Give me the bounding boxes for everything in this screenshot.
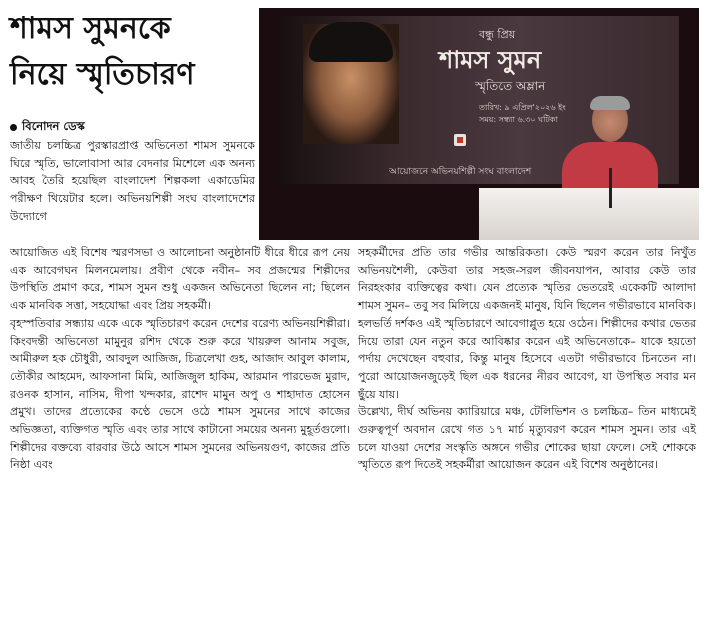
bullet-icon	[10, 124, 17, 131]
article-paragraph: বৃহস্পতিবার সন্ধ্যায় একে একে স্মৃতিচারণ করেন দেশের বরেণ্য অভিনয়শিল্পীরা। কিংবদন্তী অভিনেতা মামুনুর রশিদ থেকে শুরু করে খায়রুল আনাম সবুজ, আমীরুল হক চৌধুরী, আবদুল আজিজ, চিত্রলেখা গুহ, আজাদ আবুল কালাম, তৌকীর আহমেদ, আফসানা মিমি, আজিজুল হাকিম, আরমান পারভেজ মুরাদ, রওনক হাসান, নাসিম, দীপা খন্দকার, রাশেদ মামুন অপু ও শাহাদাত হোসেন প্রমুখ। তাদের প্রত্যেকের কণ্ঠে ভেসে ওঠে শামস সুমনের সাথে কাজের অভিজ্ঞতা, ব্যক্তিগত স্মৃতি এবং তার সাথে কাটানো সময়ের অনন্য মুহূর্তগুলো। শিল্পীদের বক্তব্যে বারবার উঠে আসে শামস সুমনের অভিনয়গুণ, কাজের প্রতি নিষ্ঠা এবং	[10, 316, 350, 472]
headline-line-2: নিয়ে স্মৃতিচারণ	[10, 57, 195, 92]
speaker-hair	[590, 96, 630, 110]
podium	[479, 188, 699, 240]
byline	[10, 118, 85, 137]
banner-name: শামস সুমন	[439, 45, 542, 74]
banner-tagline: বন্ধু প্রিয়	[479, 28, 516, 41]
headline-line-1: শামস সুমনকে	[10, 11, 171, 46]
portrait-hair	[309, 22, 393, 62]
microphone-icon	[609, 168, 612, 208]
article-column-2	[358, 244, 696, 474]
headline	[10, 6, 255, 98]
article-paragraph: আয়োজিত এই বিশেষ স্মরণসভা ও আলোচনা অনুষ্ঠানটি ধীরে ধীরে রূপ নেয় এক আবেগঘন মিলনমেলায়। প্রবীণ থেকে নবীন– সব প্রজন্মের শিল্পীদের উপস্থিতি প্রমাণ করে, শামস সুমন শুধু একজন অভিনেতা ছিলেন না; ছিলেন এক মানবিক সত্তা, সহযোদ্ধা এবং প্রিয় সহকর্মী।	[10, 246, 350, 313]
article-column-1	[10, 244, 350, 474]
article-intro	[10, 137, 255, 226]
byline-text: বিনোদন ডেস্ক	[22, 119, 85, 133]
banner-organizer: আয়োজনে অভিনয়শিল্পী সংঘ বাংলাদেশ	[389, 167, 532, 177]
article-paragraph: সহকর্মীদের প্রতি তার গভীর আন্তরিকতা। কেউ স্মরণ করেন তার নিখুঁত অভিনয়শৈলী, কেউবা তার সহজ-সরল জীবনযাপন, আবার কেউ তার নিরহংকার ব্যক্তিত্বের কথা। যেন প্রত্যেক স্মৃতির ভেতরেই একেকটি আলাদা শামস সুমন– তবু সব মিলিয়ে একজনই মানুষ, যিনি ছিলেন গভীরভাবে মানবিক।	[358, 246, 696, 313]
banner-date-line: তারিখ: ৯ এপ্রিল'২০২৬ ইং	[479, 103, 566, 112]
article-paragraph: উল্লেখ্য, দীর্ঘ অভিনয় ক্যারিয়ারে মঞ্চ, টেলিভিশন ও চলচ্চিত্র– তিন মাধ্যমেই গুরুত্বপূর্ণ অবদান রেখে গত ১৭ মার্চ মৃত্যুবরণ করেন শামস সুমন। তার এই চলে যাওয়া দেশের সংস্কৃতি অঙ্গনে গভীর শোকের ছায়া ফেলে। সেই শোককে স্মৃতিতে রূপ দিতেই সহকর্মীরা আয়োজন করেন এই বিশেষ অনুষ্ঠানের।	[358, 405, 696, 472]
banner-subtitle: স্মৃতিতে অম্লান	[475, 79, 546, 93]
article-paragraph: জাতীয় চলচ্চিত্র পুরস্কারপ্রাপ্ত অভিনেতা শামস সুমনকে ঘিরে স্মৃতি, ভালোবাসা আর বেদনার মিশেলে এক অনন্য আবহ তৈরি হয়েছিল বাংলাদেশ শিল্পকলা একাডেমির পরীক্ষণ থিয়েটার হলে। অভিনয়শিল্পী সংঘ বাংলাদেশের উদ্যোগে	[10, 139, 255, 223]
article-paragraph: হলভর্তি দর্শকও এই স্মৃতিচারণে আবেগাপ্লুত হয়ে ওঠেন। শিল্পীদের কথার ভেতর দিয়ে তারা যেন নতুন করে আবিষ্কার করেন এই অভিনেতাকে– যাকে হয়তো পর্দায় দেখেছেন বহুবার, কিন্তু মানুষ হিসেবে এতটা গভীরভাবে চিনতেন না। পুরো আয়োজনজুড়েই ছিল এক ধরনের নীরব আবেগ, যা উপস্থিত সবার মন ছুঁয়ে যায়।	[358, 316, 696, 401]
organizer-logo-icon	[454, 134, 466, 146]
banner-time-line: সময়: সন্ধ্যা ৬.৩০ ঘটিকা	[479, 115, 558, 124]
banner-date	[479, 102, 566, 126]
event-photo	[259, 8, 699, 240]
